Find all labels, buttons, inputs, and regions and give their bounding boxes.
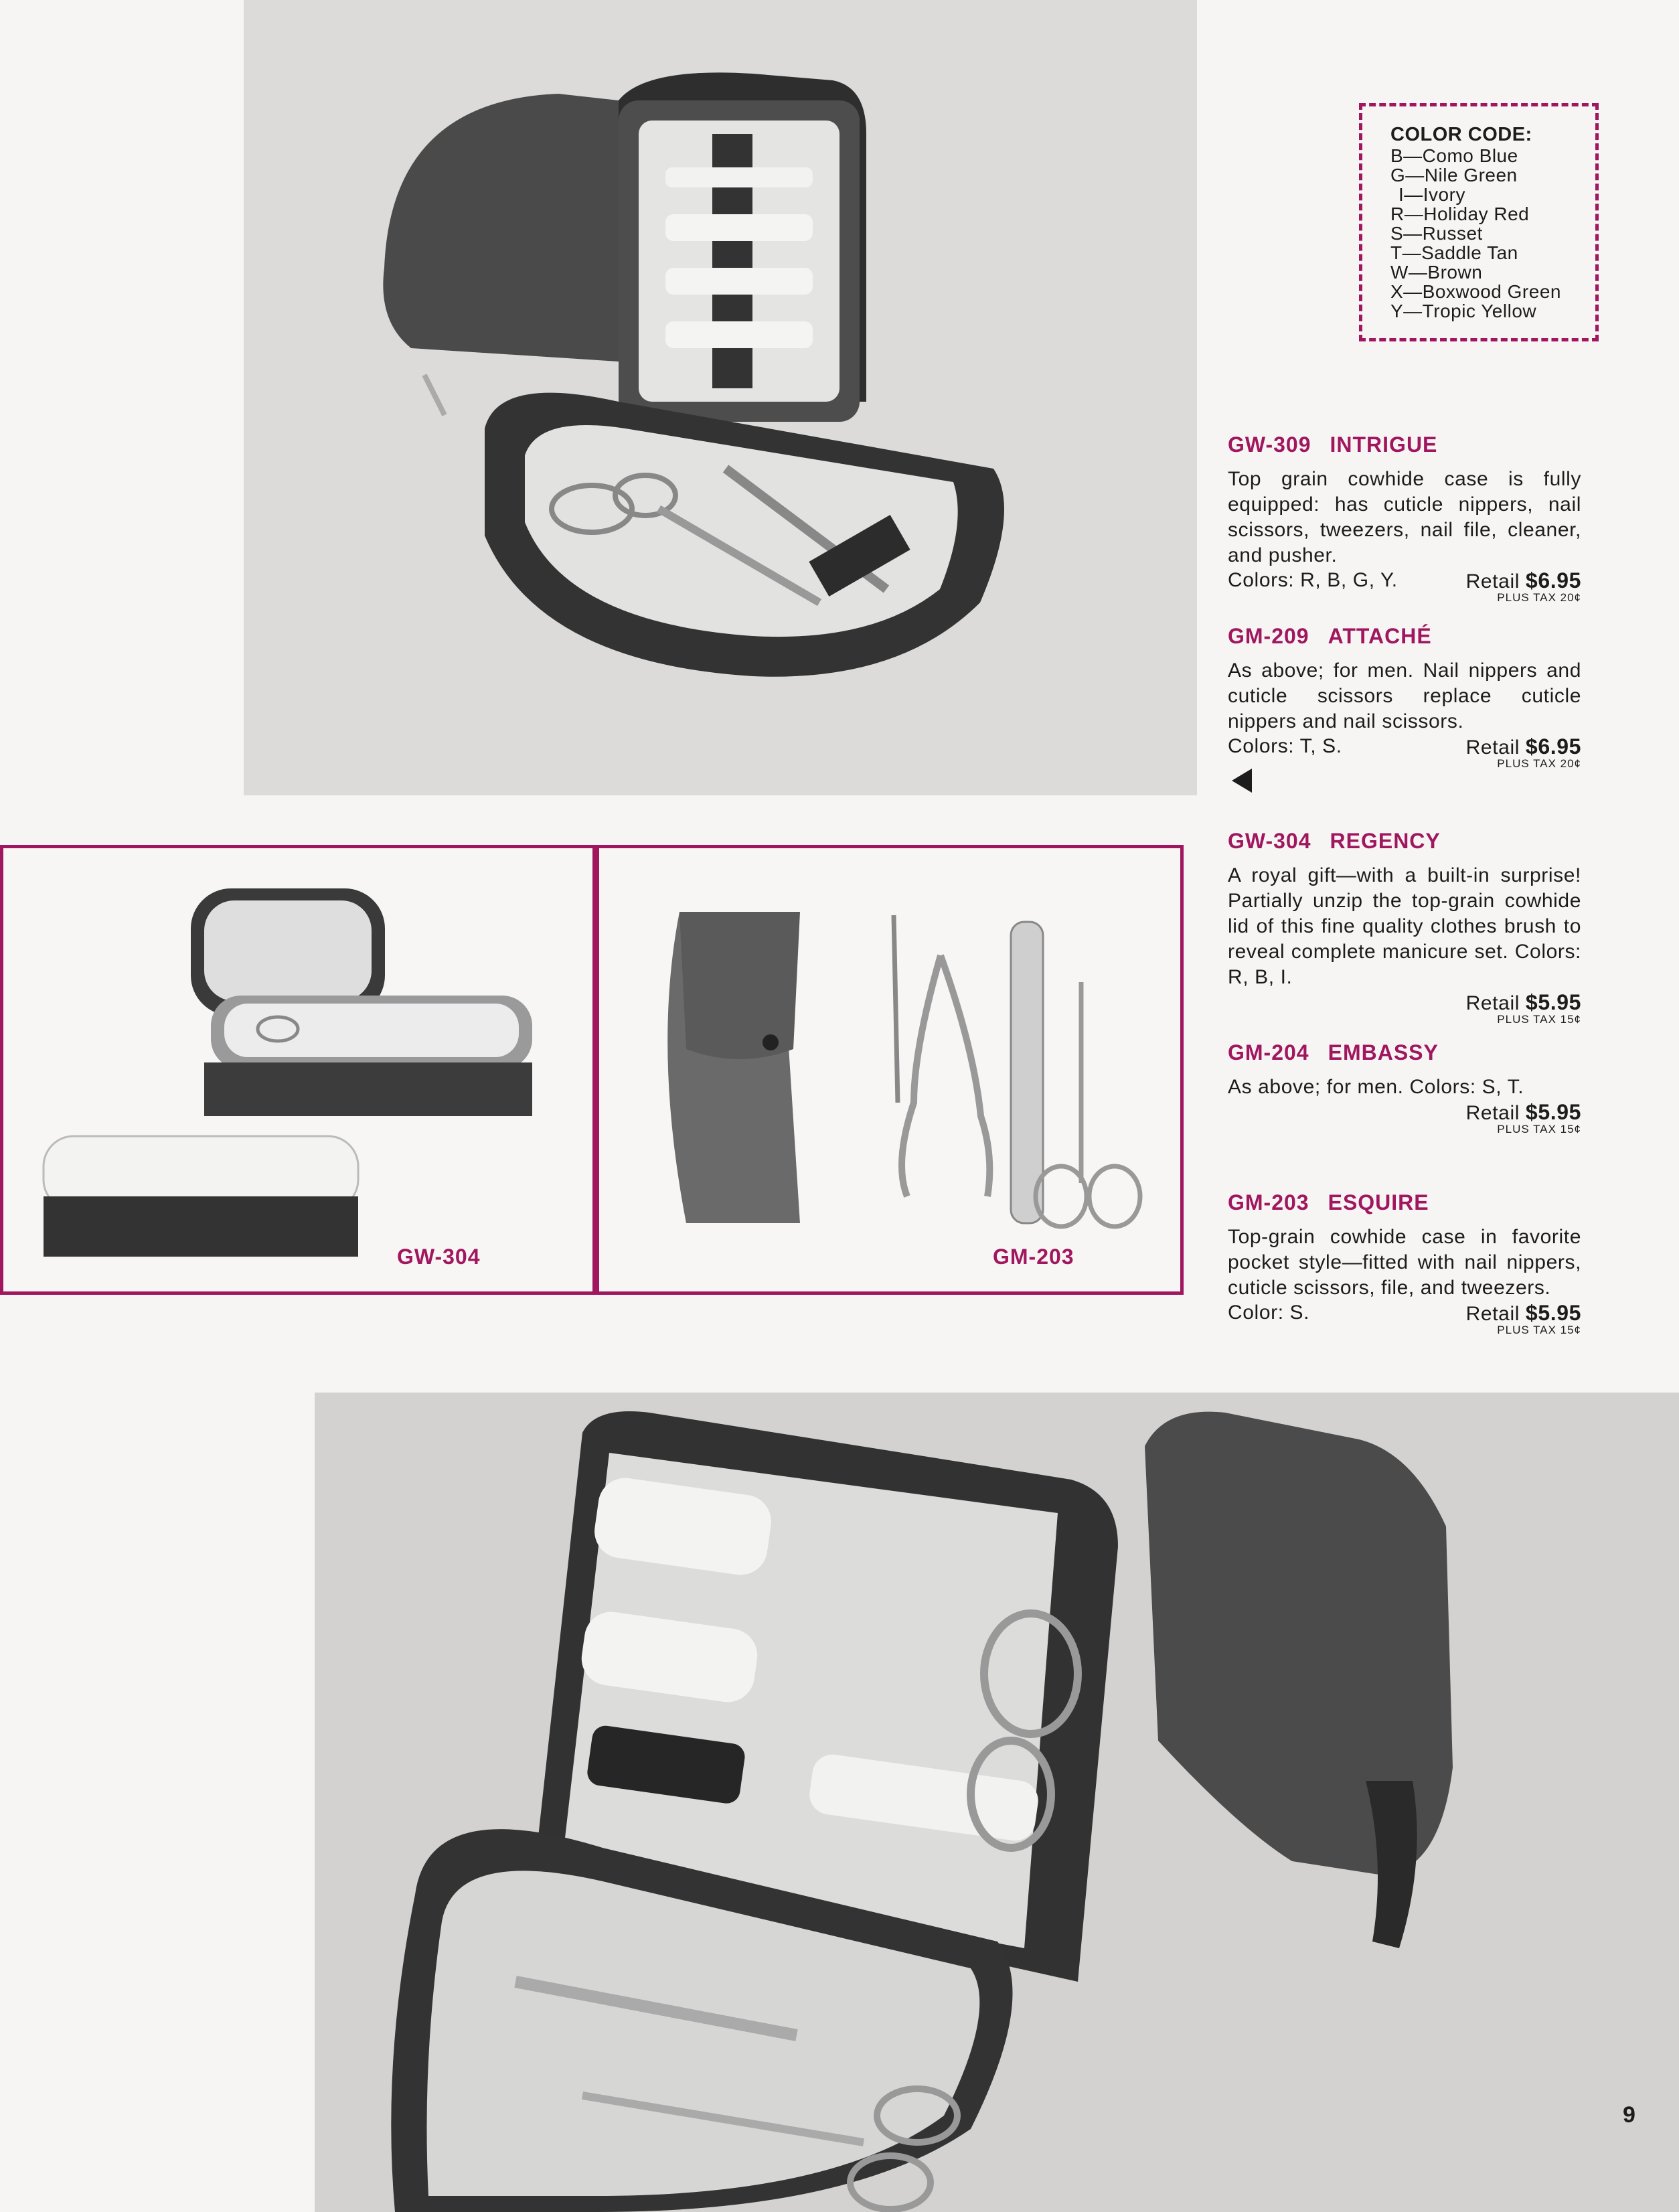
product-tax: PLUS TAX 20¢ — [1497, 591, 1581, 604]
product-tax: PLUS TAX 15¢ — [1497, 1324, 1581, 1336]
photo-large-case — [315, 1393, 1679, 2212]
color-code-entry: G—Nile Green — [1390, 165, 1518, 185]
color-code-entry: T—Saddle Tan — [1390, 242, 1518, 263]
photo-intrigue-case — [244, 0, 1197, 795]
color-code-entry: X—Boxwood Green — [1390, 281, 1561, 302]
product-description: Top grain cowhide case is fully equipped: has cuticle nippers, nail scissors, tweezers, nail file, cleaner, and pusher. — [1228, 468, 1581, 566]
product-description: A royal gift—with a built-in surprise! Partially unzip the top-grain cowhide lid of this fine quality clothes brush to reveal complete manicure set. Colors: R, B, I. — [1228, 864, 1581, 988]
color-code-entry: S—Russet — [1390, 223, 1483, 244]
color-code-entry: Y—Tropic Yellow — [1390, 301, 1537, 321]
color-code-entry: I—Ivory — [1398, 184, 1465, 205]
left-arrow-icon — [1232, 769, 1252, 793]
caption-gm-203: GM-203 — [993, 1245, 1074, 1269]
product-colors: Colors: R, B, G, Y. — [1228, 569, 1398, 591]
product-intrigue — [1228, 432, 1581, 605]
panel-esquire-set — [596, 845, 1184, 1295]
color-code-title: COLOR CODE: — [1390, 124, 1532, 145]
product-heading: GM-209 ATTACHÉ — [1228, 624, 1432, 648]
product-price: $6.95 — [1525, 568, 1581, 592]
color-code-entry: W—Brown — [1390, 262, 1483, 283]
product-heading: GW-304 REGENCY — [1228, 829, 1441, 853]
color-code-legend — [1359, 103, 1599, 341]
product-description: Top-grain cowhide case in favorite pocket style—fitted with nail nippers, cuticle scissors, file, and tweezers. — [1228, 1226, 1581, 1299]
product-price-line: Retail $5.95 — [1465, 990, 1581, 1014]
color-code-entry: R—Holiday Red — [1390, 204, 1530, 224]
panel-regency-brush — [0, 845, 596, 1295]
product-heading: GM-203 ESQUIRE — [1228, 1190, 1429, 1214]
product-regency — [1228, 829, 1581, 1026]
page-number: 9 — [1623, 2102, 1635, 2128]
product-price-line: Colors: R, B, G, Y. Retail $6.95 — [1228, 568, 1581, 592]
caption-gw-304: GW-304 — [397, 1245, 481, 1269]
product-price-line: Color: S. Retail $5.95 — [1228, 1301, 1581, 1325]
product-heading: GW-309 INTRIGUE — [1228, 432, 1438, 457]
product-attache — [1228, 624, 1581, 771]
product-description: As above; for men. Colors: S, T. — [1228, 1076, 1524, 1098]
product-colors: Colors: T, S. — [1228, 735, 1342, 757]
product-description: As above; for men. Nail nippers and cuticle scissors replace cuticle nippers and nail scissors. — [1228, 659, 1581, 732]
product-price: $5.95 — [1525, 1301, 1581, 1325]
color-code-entry: B—Como Blue — [1390, 145, 1518, 166]
product-esquire — [1228, 1190, 1581, 1337]
product-tax: PLUS TAX 20¢ — [1497, 757, 1581, 770]
product-tax: PLUS TAX 15¢ — [1497, 1123, 1581, 1135]
product-price: $6.95 — [1525, 734, 1581, 759]
product-embassy — [1228, 1040, 1581, 1136]
product-tax: PLUS TAX 15¢ — [1497, 1013, 1581, 1026]
product-price: $5.95 — [1525, 1100, 1581, 1124]
product-heading: GM-204 EMBASSY — [1228, 1040, 1439, 1064]
product-price: $5.95 — [1525, 990, 1581, 1014]
product-price-line: Retail $5.95 — [1465, 1100, 1581, 1124]
product-price-line: Colors: T, S. Retail $6.95 — [1228, 734, 1581, 759]
product-colors: Color: S. — [1228, 1301, 1310, 1324]
